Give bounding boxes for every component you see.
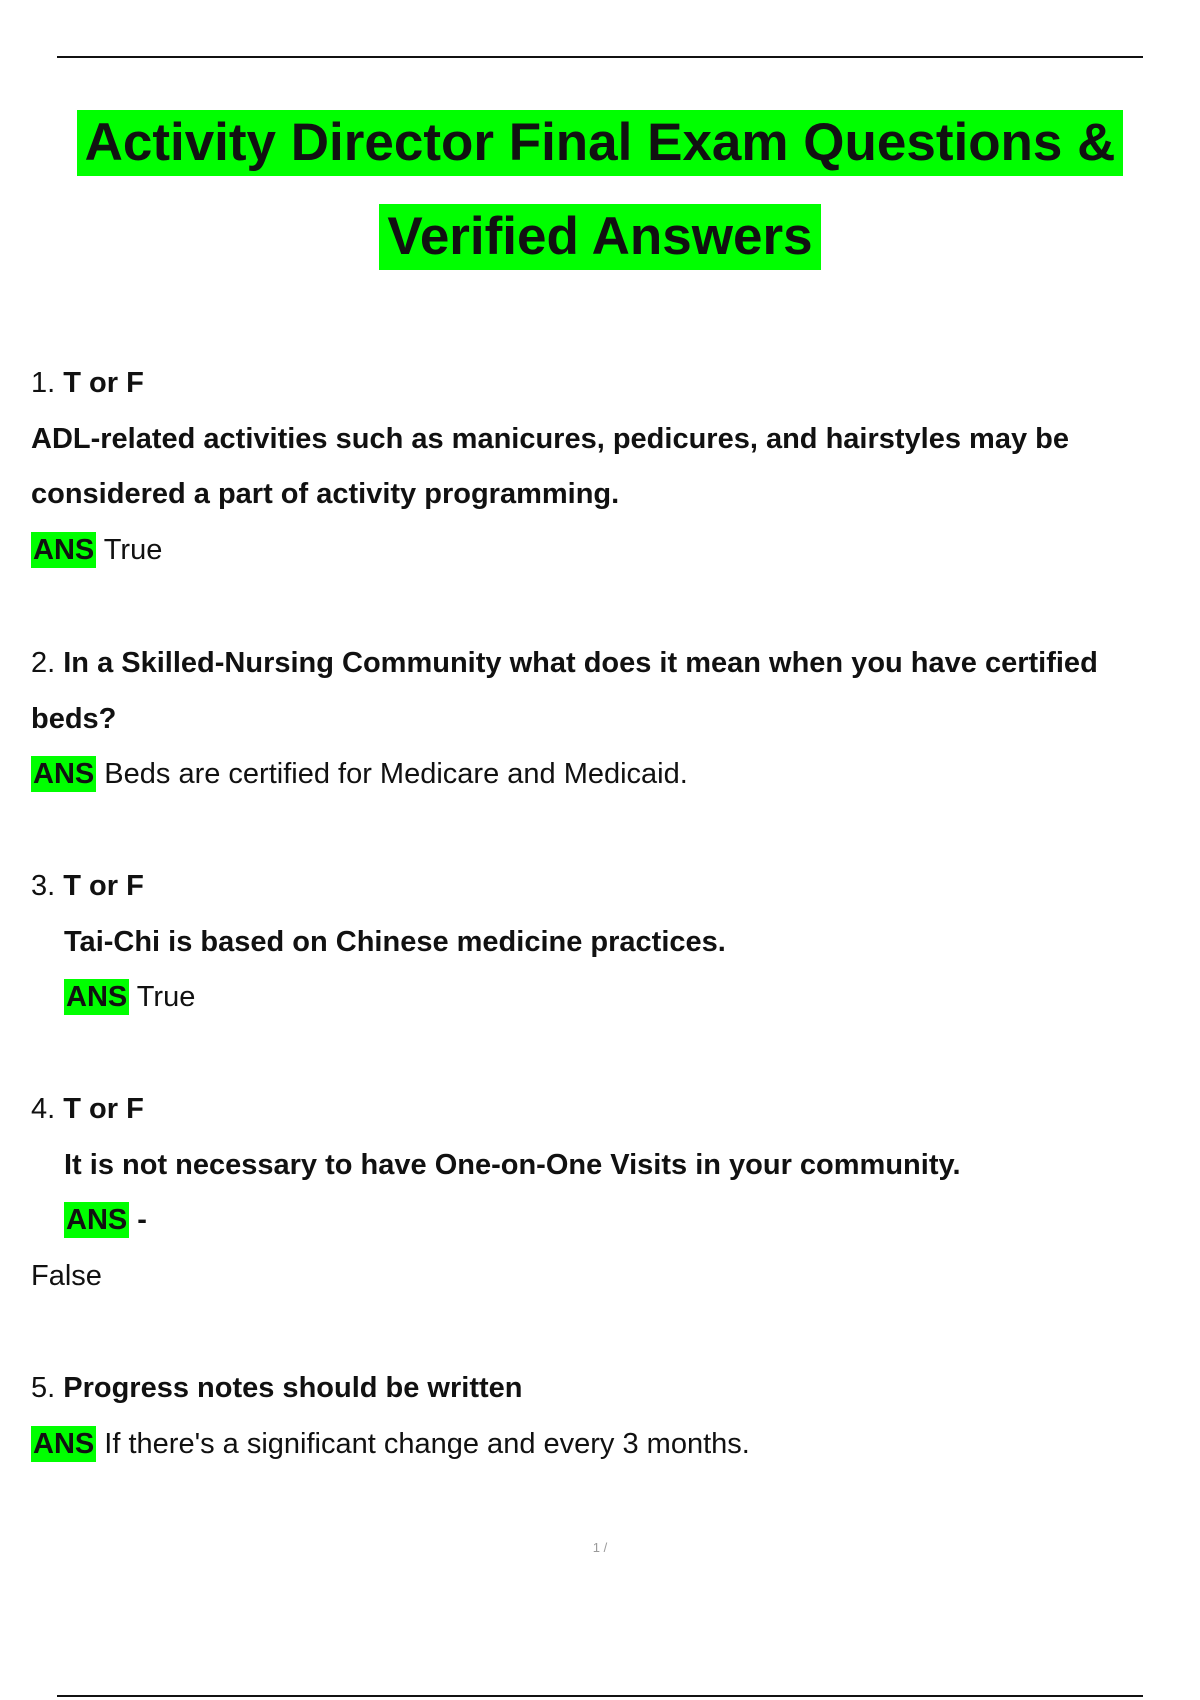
answer-line — [31, 1426, 750, 1462]
title-line-2: Verified Answers — [379, 204, 820, 270]
question-number: 5. — [31, 1372, 56, 1404]
document-title — [0, 110, 1200, 270]
answer-line — [31, 532, 162, 568]
answer-text: True — [136, 981, 196, 1013]
answer-label: ANS — [66, 981, 128, 1013]
question-1-heading-line — [31, 365, 144, 401]
question-heading: T or F — [63, 367, 144, 399]
question-text: It is not necessary to have One-on-One Visits in your community. — [64, 1149, 961, 1181]
question-number: 1. — [31, 367, 56, 399]
page-number: 1 / — [592, 1540, 608, 1555]
answer-line — [64, 979, 195, 1015]
answer-label: ANS — [66, 1204, 128, 1236]
answer-label: ANS — [33, 1428, 95, 1460]
bottom-rule — [57, 1695, 1143, 1697]
question-text: beds? — [31, 703, 117, 735]
question-heading: In a Skilled-Nursing Community what does it mean when you have certified — [63, 647, 1098, 679]
answer-text: False — [31, 1260, 102, 1292]
question-text: ADL-related activities such as manicures, pedicures, and hairstyles may be — [31, 423, 1069, 455]
top-rule — [57, 56, 1143, 58]
question-2-heading-line — [31, 645, 1098, 681]
answer-text: If there's a significant change and every 3 months. — [104, 1428, 750, 1460]
title-line-1: Activity Director Final Exam Questions & — [77, 110, 1124, 176]
answer-label: ANS — [33, 758, 95, 790]
question-number: 4. — [31, 1093, 56, 1125]
question-number: 3. — [31, 870, 56, 902]
question-4-heading-line — [31, 1091, 144, 1127]
question-3-heading-line — [31, 868, 144, 904]
answer-label: ANS — [33, 534, 95, 566]
answer-text: Beds are certified for Medicare and Medicaid. — [104, 758, 688, 790]
answer-dash: - — [137, 1204, 147, 1236]
question-heading: T or F — [63, 870, 144, 902]
answer-line — [31, 756, 688, 792]
answer-text: True — [103, 534, 163, 566]
question-text: considered a part of activity programming. — [31, 478, 620, 510]
question-heading: T or F — [63, 1093, 144, 1125]
question-text: Tai-Chi is based on Chinese medicine practices. — [64, 926, 726, 958]
answer-line — [64, 1202, 147, 1238]
question-5-heading-line — [31, 1370, 523, 1406]
question-heading: Progress notes should be written — [63, 1372, 523, 1404]
question-number: 2. — [31, 647, 56, 679]
